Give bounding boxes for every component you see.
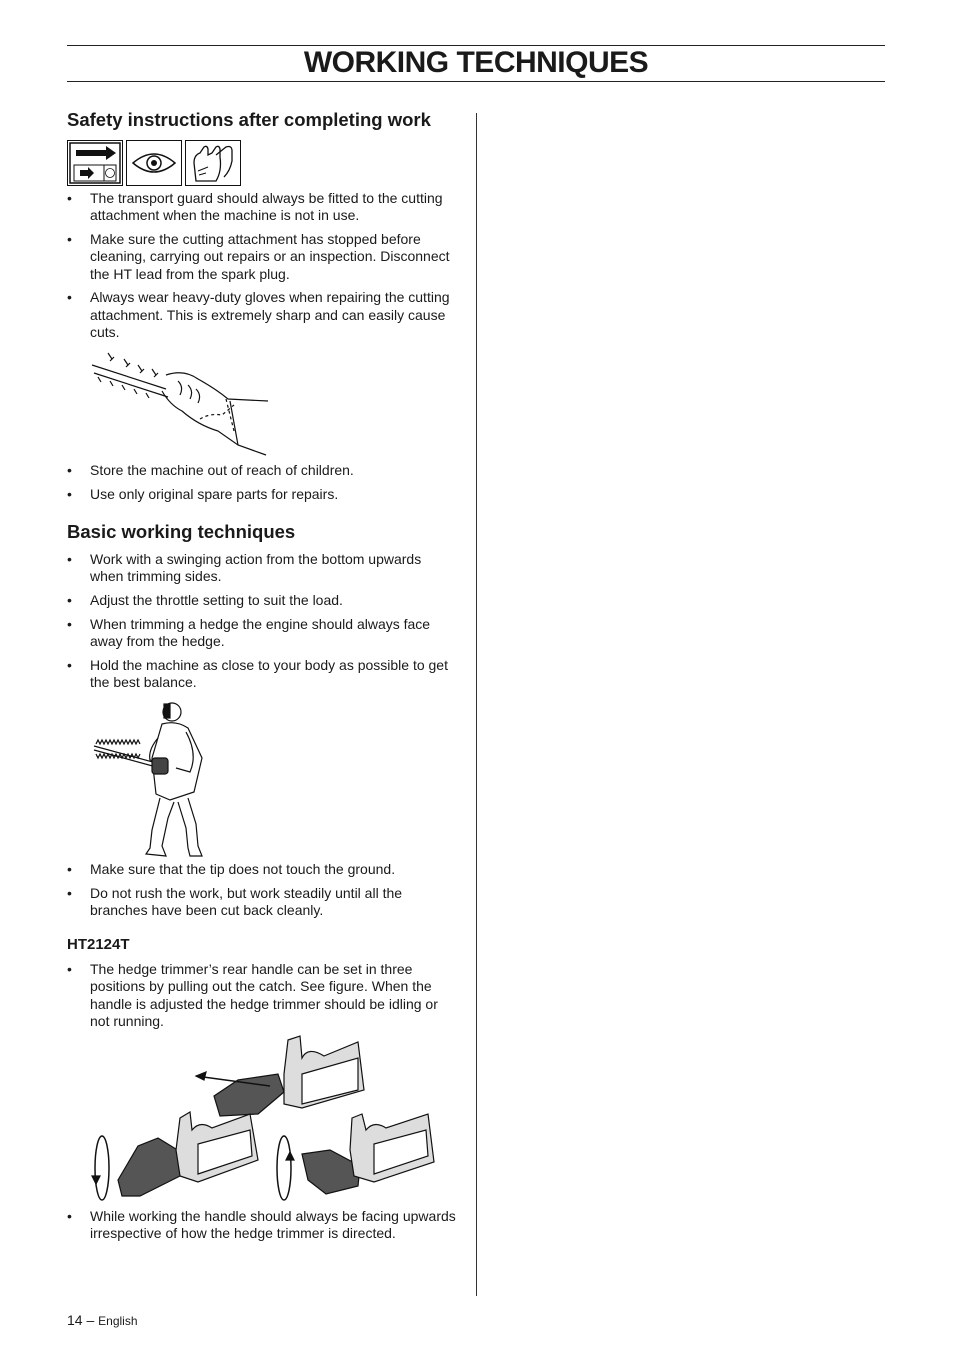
column-divider xyxy=(476,113,477,1296)
basic-bullets-b xyxy=(67,861,457,926)
safety-bullets-b xyxy=(67,462,457,510)
list-item: • Do not rush the work, but work steadily until all the branches have been cut back cleanly. xyxy=(67,884,403,919)
list-item: • When trimming a hedge the engine should always face away from the hedge. xyxy=(67,615,431,650)
handle-positions-illustration xyxy=(88,1034,468,1206)
safety-icons xyxy=(67,140,241,186)
manual-arrow-icon xyxy=(67,140,123,186)
basic-heading: Basic working techniques xyxy=(67,521,296,542)
footer-language: English xyxy=(98,1314,138,1328)
basic-bullets-a xyxy=(67,551,457,698)
operator-with-hedge-trimmer-illustration xyxy=(90,698,210,860)
list-item: • Work with a swinging action from the bottom upwards when trimming sides. xyxy=(67,551,422,585)
list-item: • Always wear heavy-duty gloves when repairing the cutting attachment. This is extremely sharp and can easily cause cuts. xyxy=(67,289,450,341)
ht2124t-heading: HT2124T xyxy=(67,936,130,953)
safety-bullets-a xyxy=(67,190,457,348)
list-item: • Make sure the cutting attachment has stopped before cleaning, carrying out repairs or an inspection. Disconnect the HT lead from the spark plug. xyxy=(67,231,450,282)
list-item: • The transport guard should always be fitted to the cutting attachment when the machine is not in use. xyxy=(67,190,443,224)
list-item: • Store the machine out of reach of children. xyxy=(67,462,354,478)
ht2124t-bullets-a xyxy=(67,961,457,1037)
list-item: • Adjust the throttle setting to suit the load. xyxy=(67,592,343,609)
list-item: • Use only original spare parts for repairs. xyxy=(67,485,339,502)
ht2124t-bullets-b xyxy=(67,1208,457,1249)
safety-heading: Safety instructions after completing work xyxy=(67,109,431,130)
page-number: 14 – xyxy=(67,1312,95,1328)
gloves-icon xyxy=(185,140,241,186)
list-item: • While working the handle should always be facing upwards irrespective of how the hedge trimmer is directed. xyxy=(67,1208,456,1242)
list-item: • The hedge trimmer’s rear handle can be set in three positions by pulling out the catch. See figure. When the handle is adjusted the hedge trimmer should be idling or not running. xyxy=(67,961,438,1029)
eye-protection-icon xyxy=(126,140,182,186)
list-item: • Make sure that the tip does not touch the ground. xyxy=(67,861,396,877)
header-rule-bottom xyxy=(67,81,885,82)
page-footer xyxy=(67,1312,138,1328)
gloved-hand-blade-illustration xyxy=(88,345,273,457)
page-title: WORKING TECHNIQUES xyxy=(303,46,649,79)
list-item: • Hold the machine as close to your body as possible to get the best balance. xyxy=(67,656,448,691)
